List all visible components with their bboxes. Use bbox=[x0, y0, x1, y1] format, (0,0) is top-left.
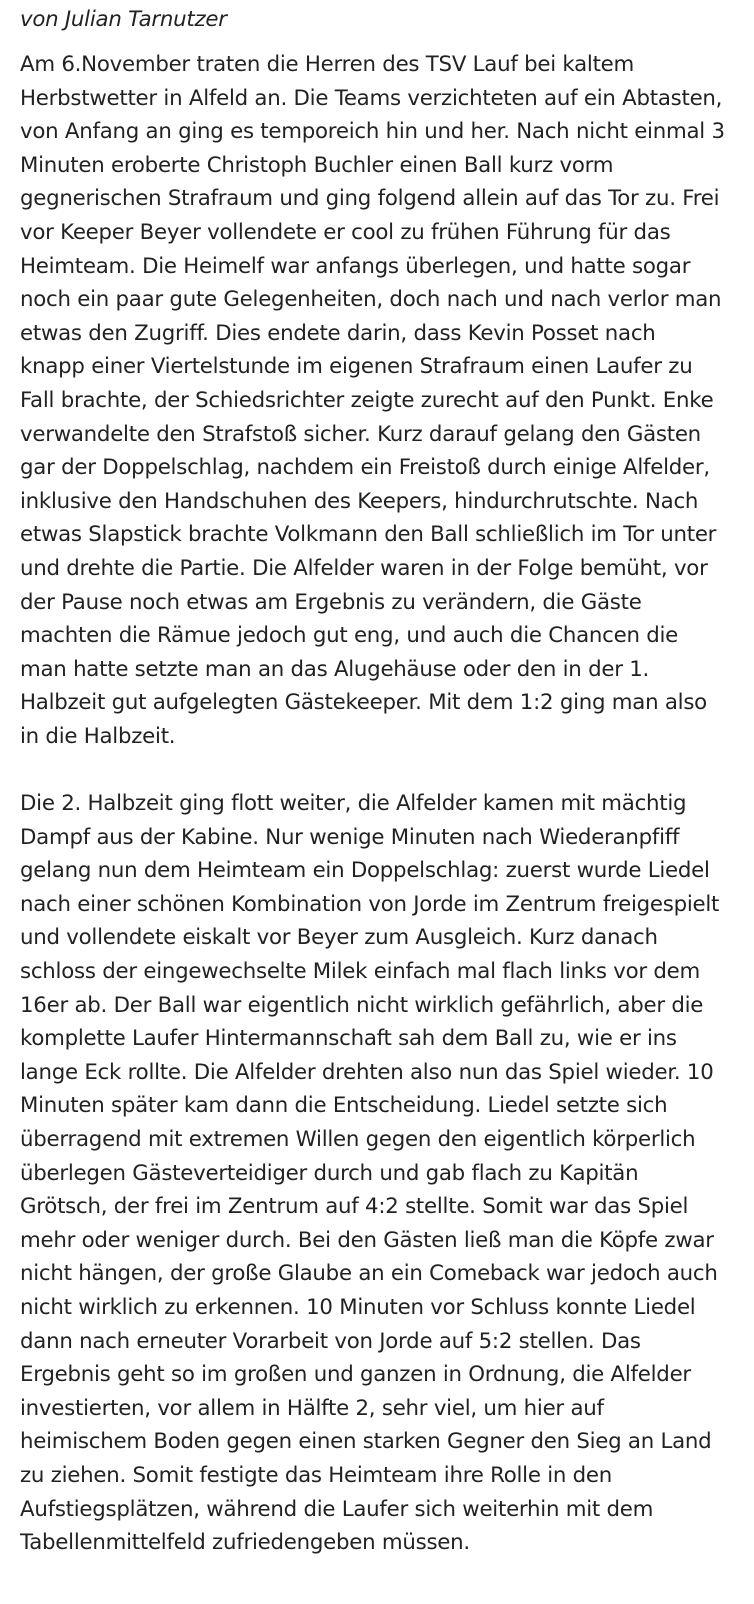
article-paragraph-second-half: Die 2. Halbzeit ging flott weiter, die Alfelder kamen mit mächtig Dampf aus der Kabine. Nur wenige Minuten nach Wiederanpfiff gelang nun dem Heimteam ein Doppelschlag: zuerst wurde Liedel nach einer schönen Kombination von Jorde im Zentrum freigespielt und vollendete eiskalt vor Beyer zum Ausgleich. Kurz danach schloss der eingewechselte Milek einfach mal flach links vor dem 16er ab. Der Ball war eigentlich nicht wirklich gefährlich, aber die komplette Laufer Hintermannschaft sah dem Ball zu, wie er ins lange Eck rollte. Die Alfelder drehten also nun das Spiel wieder. 10 Minuten später kam dann die Entscheidung. Liedel setzte sich überragend mit extremen Willen gegen den eigentlich körperlich überlegen Gästeverteidiger durch und gab flach zu Kapitän Grötsch, der frei im Zentrum auf 4:2 stellte. Somit war das Spiel mehr oder weniger durch. Bei den Gästen ließ man die Köpfe zwar nicht hängen, der große Glaube an ein Comeback war jedoch auch nicht wirklich zu erkennen. 10 Minuten vor Schluss konnte Liedel dann nach erneuter Vorarbeit von Jorde auf 5:2 stellen. Das Ergebnis geht so im großen und ganzen in Ordnung, die Alfelder investierten, vor allem in Hälfte 2, sehr viel, um hier auf heimischem Boden gegen einen starken Gegner den Sieg an Land zu ziehen. Somit festigte das Heimteam ihre Rolle in den Aufstiegsplätzen, während die Laufer sich weiterhin mit dem Tabellenmittelfeld zufriedengeben müssen. bbox=[20, 791, 720, 1556]
article-author: von Julian Tarnutzer bbox=[20, 7, 227, 32]
article-paragraph-first-half: Am 6.November traten die Herren des TSV Lauf bei kaltem Herbstwetter in Alfeld an. Die Teams verzichteten auf ein Abtasten, von Anfang an ging es temporeich hin und her. Nach nicht einmal 3 Minuten eroberte Christoph Buchler einen Ball kurz vorm gegnerischen Strafraum und ging folgend allein auf das Tor zu. Frei vor Keeper Beyer vollendete er cool zu frühen Führung für das Heimteam. Die Heimelf war anfangs überlegen, und hatte sogar noch ein paar gute Gelegenheiten, doch nach und nach verlor man etwas den Zugriff. Dies endete darin, dass Kevin Posset nach knapp einer Viertelstunde im eigenen Strafraum einen Laufer zu Fall brachte, der Schiedsrichter zeigte zurecht auf den Punkt. Enke verwandelte den Strafstoß sicher. Kurz darauf gelang den Gästen gar der Doppelschlag, nachdem ein Freistoß durch einige Alfelder, inklusive den Handschuhen des Keepers, hindurchrutschte. Nach etwas Slapstick brachte Volkmann den Ball schließlich im Tor unter und drehte die Partie. Die Alfelder waren in der Folge bemüht, vor der Pause noch etwas am Ergebnis zu verändern, die Gäste machten die Rämue jedoch gut eng, und auch die Chancen die man hatte setzte man an das Alugehäuse oder den in der 1. Halbzeit gut aufgelegten Gästekeeper. Mit dem 1:2 ging man also in die Halbzeit. bbox=[20, 52, 725, 749]
